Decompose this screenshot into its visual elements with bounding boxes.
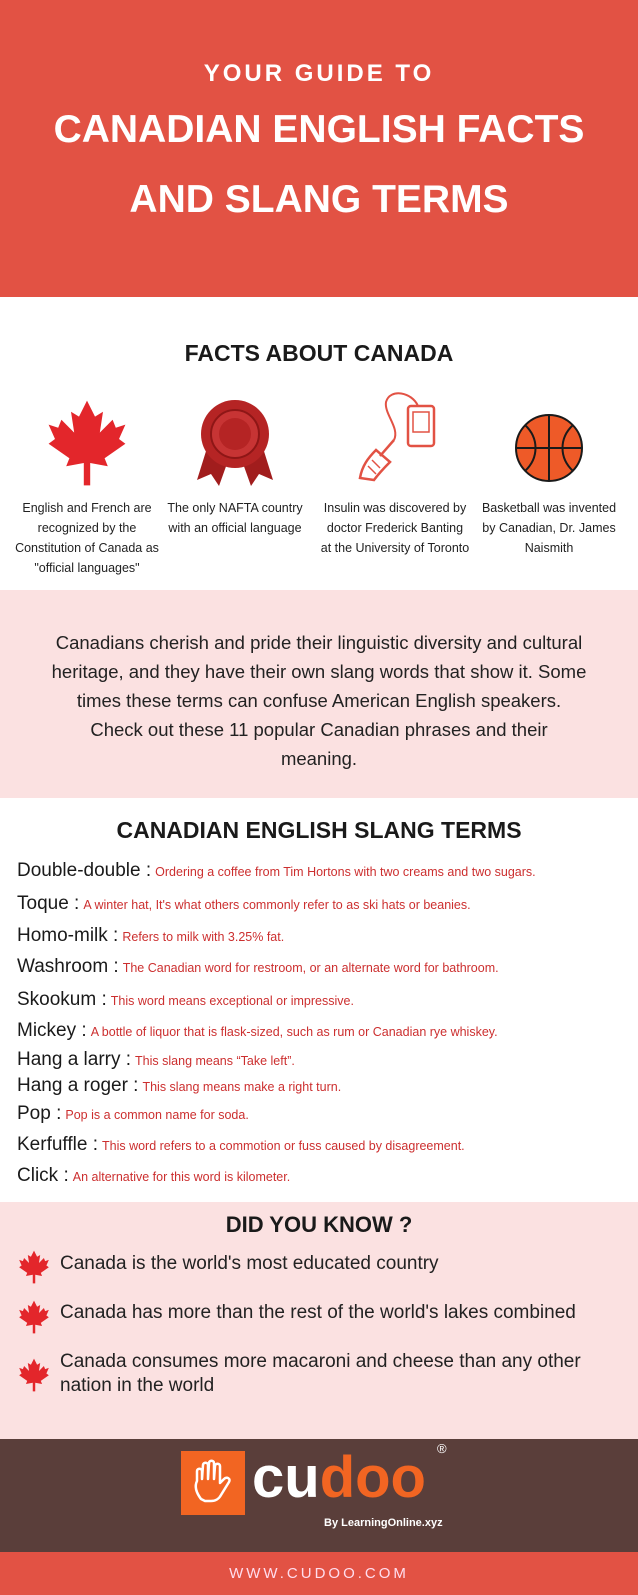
seal-ribbon-icon	[193, 396, 277, 488]
fact-item	[320, 388, 470, 558]
fact-text: The only NAFTA country with an official language	[167, 501, 303, 535]
slang-definition: A winter hat, It's what others commonly refer to as ski hats or beanies.	[83, 898, 471, 912]
slang-item	[17, 1075, 341, 1097]
did-you-know-item: Canada is the world's most educated country	[60, 1253, 439, 1274]
slang-term: Skookum :	[17, 989, 107, 1010]
slang-definition: A bottle of liquor that is flask-sized, such as rum or Canadian rye whiskey.	[90, 1025, 498, 1039]
slang-definition: Pop is a common name for soda.	[65, 1108, 249, 1122]
slang-item	[17, 893, 471, 915]
slang-definition: The Canadian word for restroom, or an alternate word for bathroom.	[122, 961, 499, 975]
slang-term: Mickey :	[17, 1020, 87, 1041]
fact-item	[474, 388, 624, 558]
slang-item	[17, 1049, 295, 1071]
maple-leaf-icon	[17, 1250, 51, 1284]
brand-wordmark: cudoo	[252, 1445, 426, 1510]
slang-definition: An alternative for this word is kilometer.	[72, 1170, 291, 1184]
footer-url: WWW.CUDOO.COM	[0, 1552, 638, 1595]
maple-leaf-icon	[17, 1358, 51, 1392]
slang-term: Click :	[17, 1165, 69, 1186]
maple-leaf-icon	[17, 1300, 51, 1334]
fact-item	[160, 388, 310, 538]
did-you-know-title: DID YOU KNOW ?	[225, 1212, 413, 1237]
did-you-know-panel	[0, 1202, 638, 1439]
slang-term: Hang a roger :	[17, 1075, 139, 1096]
maple-leaf-icon	[47, 398, 127, 488]
slang-term: Hang a larry :	[17, 1049, 132, 1070]
slang-item	[17, 1134, 465, 1156]
slang-term: Kerfuffle :	[17, 1134, 98, 1155]
fact-text: Basketball was invented by Canadian, Dr. James Naismith	[481, 501, 617, 555]
fact-text: English and French are recognized by the Constitution of Canada as "official languages"	[15, 501, 159, 575]
header-kicker: YOUR GUIDE TO	[203, 60, 435, 87]
slang-item	[17, 1103, 249, 1125]
slang-title: CANADIAN ENGLISH SLANG TERMS	[116, 817, 522, 843]
brand-banner	[0, 1439, 638, 1552]
slang-item	[17, 925, 284, 947]
facts-title: FACTS ABOUT CANADA	[184, 340, 454, 366]
slang-term: Washroom :	[17, 956, 119, 977]
header-banner	[0, 0, 638, 297]
slang-item	[17, 1020, 498, 1042]
slang-item	[17, 1165, 290, 1187]
insulin-pen-icon	[350, 388, 440, 488]
intro-panel	[0, 590, 638, 798]
slang-item	[17, 989, 354, 1011]
slang-item	[17, 956, 499, 978]
fact-text: Insulin was discovered by doctor Frederick Banting at the University of Toronto	[320, 501, 470, 555]
slang-term: Homo-milk :	[17, 925, 119, 946]
slang-definition: This word refers to a commotion or fuss caused by disagreement.	[101, 1139, 465, 1153]
brand-byline: By LearningOnline.xyz	[324, 1517, 443, 1529]
intro-text: Canadians cherish and pride their linguistic diversity and cultural heritage, and they have their own slang words that show it. Some times these terms can confuse American English speakers. Check out these 11 popular Canadian phrases and their meaning.	[51, 632, 587, 769]
header-title-line2: AND SLANG TERMS	[129, 178, 509, 221]
did-you-know-item: Canada consumes more macaroni and cheese than any other nation in the world	[60, 1351, 581, 1396]
header-title-line1: CANADIAN ENGLISH FACTS	[53, 108, 585, 151]
fact-item	[12, 388, 162, 578]
basketball-icon	[509, 408, 589, 488]
slang-definition: This slang means make a right turn.	[142, 1080, 342, 1094]
registered-mark: ®	[437, 1441, 447, 1456]
slang-term: Toque :	[17, 893, 80, 914]
slang-definition: Refers to milk with 3.25% fat.	[122, 930, 285, 944]
slang-item	[17, 860, 536, 882]
slang-definition: This word means exceptional or impressive.	[110, 994, 354, 1008]
slang-definition: Ordering a coffee from Tim Hortons with two creams and two sugars.	[155, 865, 536, 879]
cudoo-hand-logo-icon	[181, 1451, 245, 1515]
slang-definition: This slang means “Take left”.	[135, 1054, 295, 1068]
did-you-know-item: Canada has more than the rest of the world's lakes combined	[60, 1302, 576, 1323]
slang-term: Double-double :	[17, 860, 152, 881]
slang-term: Pop :	[17, 1103, 62, 1124]
